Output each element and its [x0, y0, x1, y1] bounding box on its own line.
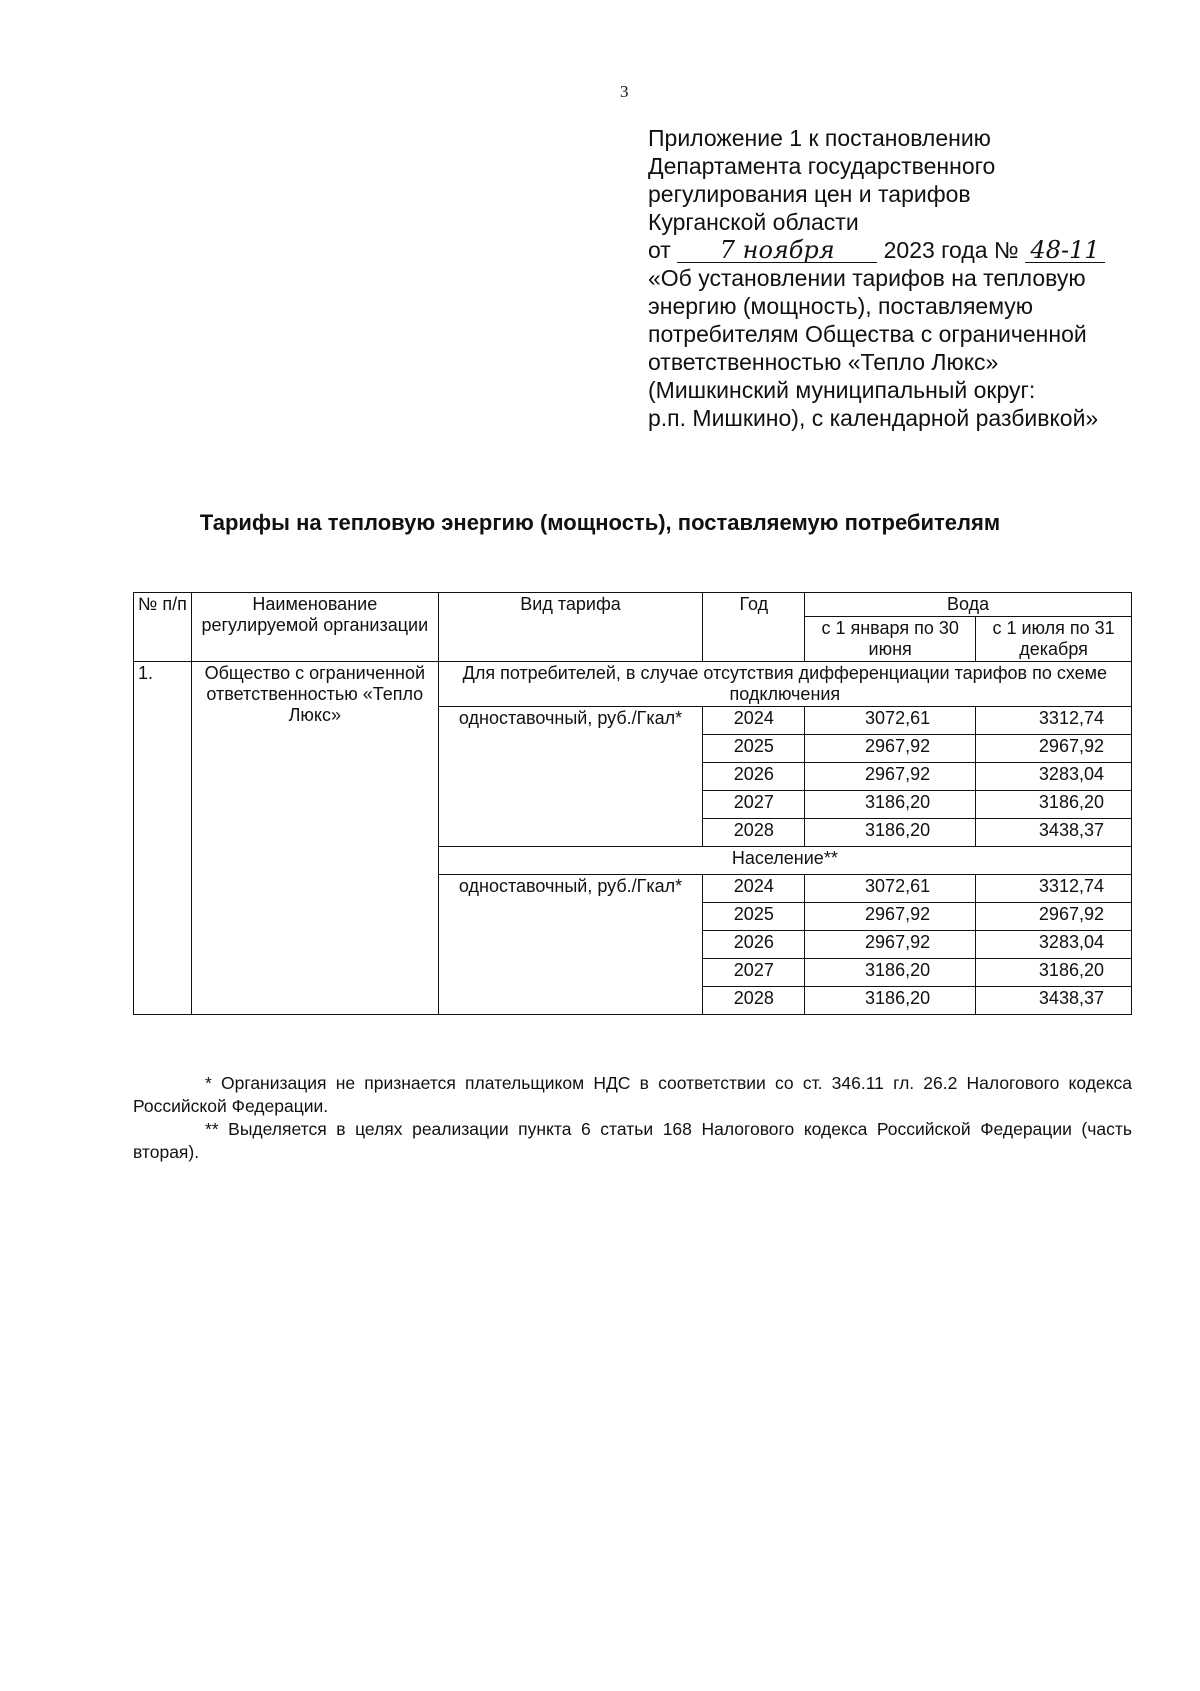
tariff-h2: 3312,74 [976, 875, 1132, 903]
tariff-h2: 3186,20 [976, 791, 1132, 819]
year-text: 2023 года № [883, 237, 1019, 263]
header-row [134, 593, 1132, 617]
year-cell: 2024 [703, 707, 805, 735]
header-tariff-type: Вид тарифа [438, 593, 703, 662]
tariff-h1: 2967,92 [805, 763, 976, 791]
tariff-table [133, 592, 1132, 1015]
tariff-h2: 3186,20 [976, 959, 1132, 987]
section-2-label: Население** [438, 847, 1131, 875]
section-1-label-row [134, 662, 1132, 707]
section-1-tariff-type: одноставочный, руб./Гкал* [438, 707, 703, 847]
year-cell: 2027 [703, 791, 805, 819]
row-number: 1. [134, 662, 192, 1015]
year-cell: 2026 [703, 763, 805, 791]
org-name: Общество с ограниченной ответственностью «Тепло Люкс» [191, 662, 438, 1015]
year-cell: 2028 [703, 987, 805, 1015]
document-title: Тарифы на тепловую энергию (мощность), поставляемую потребителям [199, 510, 1001, 535]
tariff-h2: 2967,92 [976, 903, 1132, 931]
tariff-h2: 2967,92 [976, 735, 1132, 763]
page-number: 3 [620, 82, 629, 101]
appendix-line-6: «Об установлении тарифов на тепловую [648, 265, 1086, 291]
tariff-h2: 3438,37 [976, 819, 1132, 847]
year-cell: 2028 [703, 819, 805, 847]
appendix-line-2: Департамента государственного [648, 153, 996, 179]
year-cell: 2026 [703, 931, 805, 959]
tariff-h1: 2967,92 [805, 735, 976, 763]
tariff-h1: 2967,92 [805, 903, 976, 931]
appendix-line-1: Приложение 1 к постановлению [648, 125, 991, 151]
tariff-h1: 3186,20 [805, 791, 976, 819]
appendix-line-9: ответственностью «Тепло Люкс» [648, 349, 999, 375]
tariff-h2: 3312,74 [976, 707, 1132, 735]
year-cell: 2027 [703, 959, 805, 987]
footnote-1: * Организация не признается плательщиком НДС в соответствии со ст. 346.11 гл. 26.2 Налогового кодекса Российской Федерации. [133, 1073, 1132, 1116]
tariff-h1: 3186,20 [805, 819, 976, 847]
header-year: Год [703, 593, 805, 662]
header-period-1: с 1 января по 30 июня [805, 617, 976, 662]
header-org: Наименование регулируемой организации [191, 593, 438, 662]
year-cell: 2025 [703, 735, 805, 763]
year-cell: 2025 [703, 903, 805, 931]
tariff-h1: 3072,61 [805, 875, 976, 903]
section-2-tariff-type: одноставочный, руб./Гкал* [438, 875, 703, 1015]
appendix-line-8: потребителям Общества с ограниченной [648, 321, 1087, 347]
tariff-h1: 2967,92 [805, 931, 976, 959]
header-period-2: с 1 июля по 31 декабря [976, 617, 1132, 662]
header-num: № п/п [134, 593, 192, 662]
year-cell: 2024 [703, 875, 805, 903]
tariff-h1: 3072,61 [805, 707, 976, 735]
tariff-h1: 3186,20 [805, 987, 976, 1015]
footnotes [133, 1072, 1132, 1164]
tariff-h2: 3283,04 [976, 763, 1132, 791]
handwritten-date: 7 ноября [677, 238, 877, 263]
handwritten-number: 48-11 [1025, 238, 1105, 263]
tariff-h2: 3283,04 [976, 931, 1132, 959]
tariff-h2: 3438,37 [976, 987, 1132, 1015]
tariff-h1: 3186,20 [805, 959, 976, 987]
section-1-label: Для потребителей, в случае отсутствия дифференциации тарифов по схеме подключения [438, 662, 1131, 707]
date-prefix: от [648, 237, 671, 263]
appendix-line-3: регулирования цен и тарифов [648, 181, 971, 207]
header-water: Вода [805, 593, 1132, 617]
appendix-line-4: Курганской области [648, 209, 859, 235]
appendix-line-10: (Мишкинский муниципальный округ: [648, 377, 1036, 403]
appendix-line-7: энергию (мощность), поставляемую [648, 293, 1034, 319]
appendix-line-11: р.п. Мишкино), с календарной разбивкой» [648, 405, 1099, 431]
appendix-header [648, 124, 1148, 432]
appendix-date-line [648, 236, 1148, 264]
footnote-2: ** Выделяется в целях реализации пункта 6 статьи 168 Налогового кодекса Российской Федерации (часть вторая). [133, 1119, 1132, 1162]
